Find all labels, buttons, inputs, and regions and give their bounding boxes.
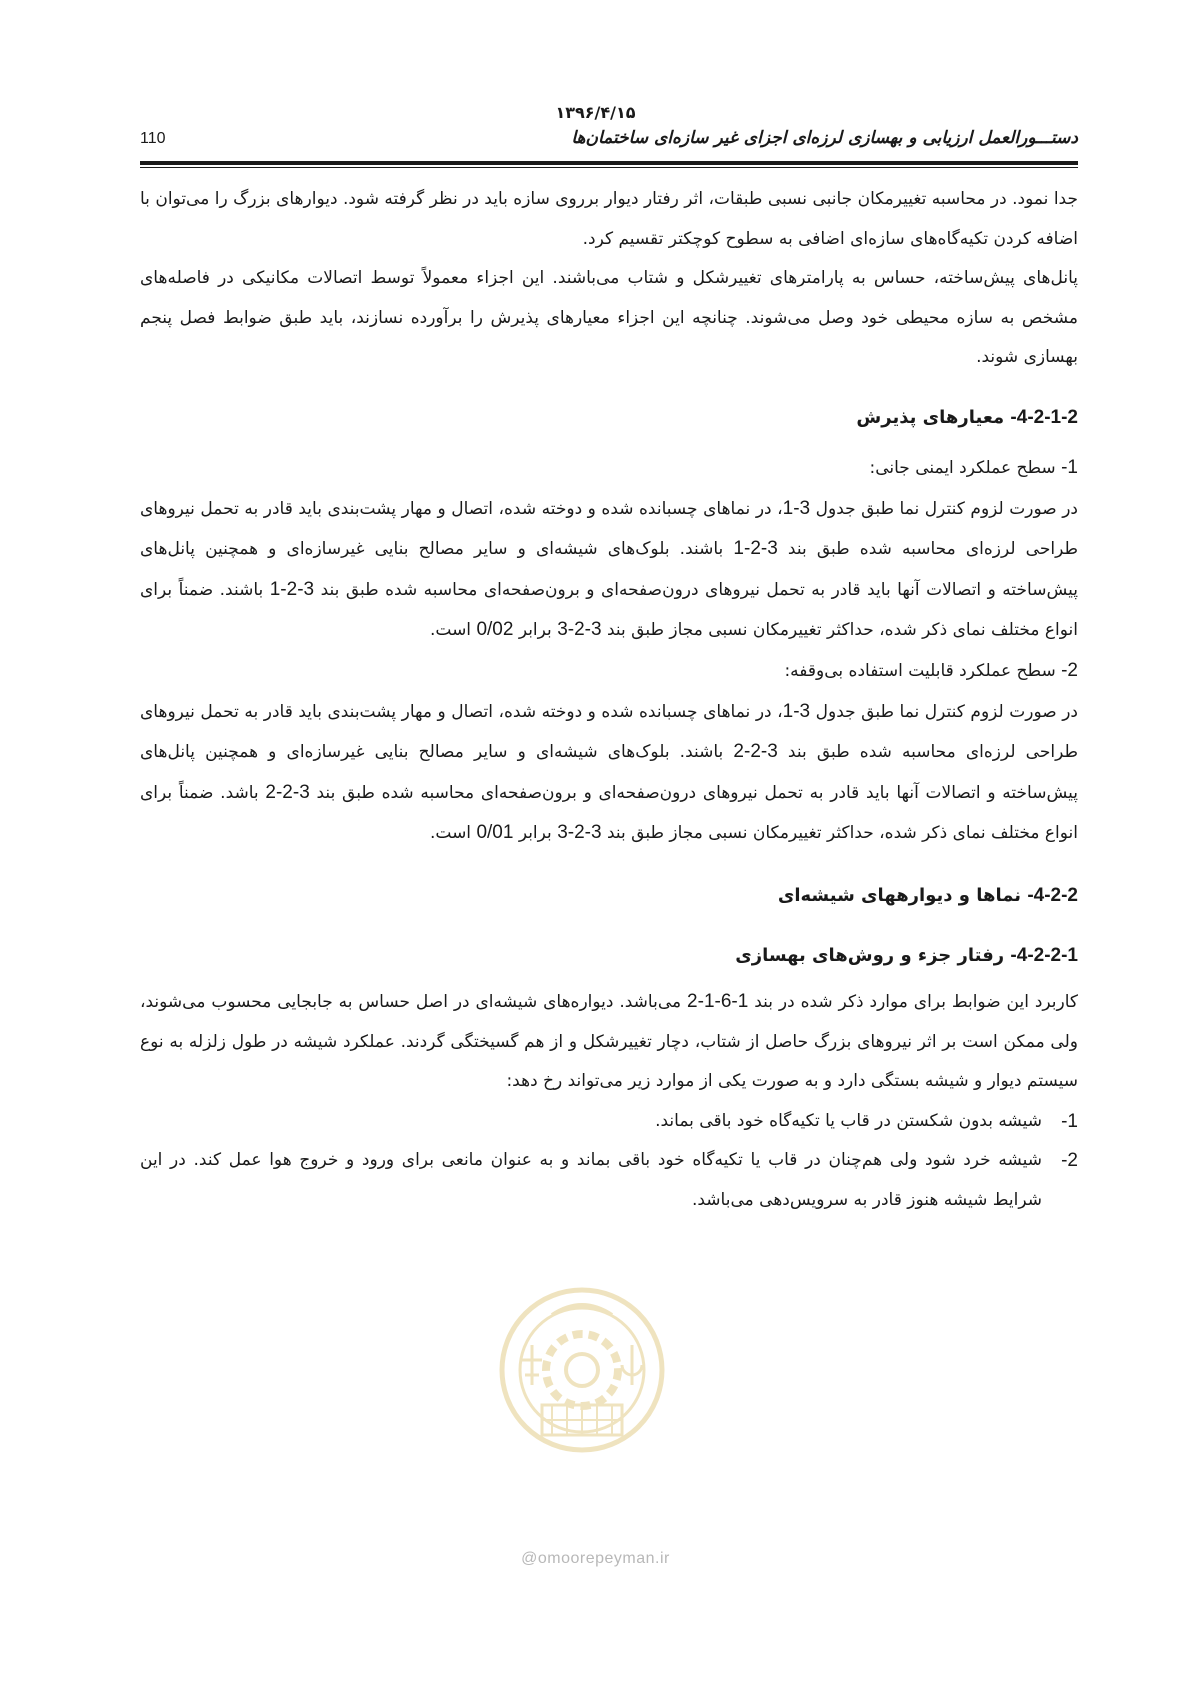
text-run: باشند. ضمناً برای انواع مختلف نمای ذکر شده، حداکثر تغییرمکان نسبی مجاز طبق بند [140, 579, 1078, 641]
paragraph-walls: جدا نمود. در محاسبه تغییرمکان جانبی نسبی طبقات، اثر رفتار دیوار برروی سازه باید در نظر گرفته شود. دیوارهای بزرگ را می‌توان با اضافه کردن تکیه‌گاه‌های سازه‌ای اضافی به سطوح کوچکتر تقسیم کرد. [140, 189, 1078, 249]
header-rule [140, 161, 1078, 165]
section-number: 4-2-2-1- [1010, 944, 1078, 966]
text-run: در صورت لزوم کنترل نما طبق جدول [810, 701, 1078, 722]
text-run: باشند. بلوک‌های شیشه‌ای و سایر مصالح بنایی غیرسازه‌ای و همچنین پانل‌های پیش‌ساخته و اتصالات آنها باید قادر به تحمل نیروهای درون‌صفحه‌ای و برون‌صفحه‌ای محاسبه شده طبق بند [140, 742, 1078, 803]
reference-number: 3-2-2 [733, 741, 778, 763]
text-run: کاربرد این ضوابط برای موارد ذکر شده در بند [748, 991, 1078, 1012]
text-run: ، در نماهای چسبانده شده و دوخته شده، اتصال و مهار پشت‌بندی باید قادر به تحمل نیروهای طراحی لرزه‌ای محاسبه شده طبق بند [140, 701, 1078, 763]
section-heading-facades [140, 862, 1078, 930]
watermark-seal-icon [497, 1285, 667, 1455]
text-run: برابر [513, 823, 558, 844]
paragraph-precast-panels: پانل‌های پیش‌ساخته، حساس به پارامترهای تغییرشکل و شتاب می‌باشند. این اجزاء معمولاً توسط اتصالات مکانیکی در فاصله‌های مشخص به سازه محیطی خود وصل می‌شوند. چنانچه این اجزاء معیارهای پذیرش را برآورده نسازند، باید طبق ضوابط فصل پنجم بهسازی شوند. [140, 268, 1078, 368]
text-run: باشند. بلوک‌های شیشه‌ای و سایر مصالح بنایی غیرسازه‌ای و همچنین پانل‌های پیش‌ساخته و اتصالات آنها باید قادر به تحمل نیروهای درون‌صفحه‌ای و برون‌صفحه‌ای محاسبه شده طبق بند [140, 539, 1078, 600]
reference-number: 3-2-2 [265, 781, 310, 803]
item-title: سطح عملکرد ایمنی جانی: [869, 457, 1062, 478]
list-marker: 2- [1061, 1150, 1078, 1172]
document-title: دستـــورالعمل ارزیابی و بهسازی لرزه‌ای اجزای غیر سازه‌ای ساختمان‌ها [571, 128, 1078, 148]
drift-value: 0/02 [476, 619, 514, 641]
section-heading-acceptance [140, 388, 1078, 448]
section-heading-behavior [140, 930, 1078, 982]
section-title: نماها و دیوارههای شیشه‌ای [777, 884, 1028, 906]
text-run: ، در نماهای چسبانده شده و دوخته شده، اتصال و مهار پشت‌بندی باید قادر به تحمل نیروهای طراحی لرزه‌ای محاسبه شده طبق بند [140, 498, 1078, 560]
paragraph-immediate-occupancy [140, 692, 1078, 854]
item-title: سطح عملکرد قابلیت استفاده بی‌وقفه: [784, 660, 1062, 681]
item-number: 1- [1061, 456, 1078, 478]
list-marker: 1- [1061, 1110, 1078, 1132]
list-item [140, 1141, 1078, 1220]
text-run: در صورت لزوم کنترل نما طبق جدول [810, 498, 1078, 519]
text-run: است. [429, 620, 477, 641]
paragraph-glass-walls [140, 982, 1078, 1102]
reference-number: 3-1 [782, 700, 811, 722]
header-rule-thin [140, 167, 1078, 168]
watermark-url: @omoorepeyman.ir [521, 1550, 670, 1567]
text-run: برابر [513, 620, 558, 641]
text-run: باشد. ضمناً برای انواع مختلف نمای ذکر شده، حداکثر تغییرمکان نسبی مجاز طبق بند [140, 782, 1078, 844]
section-title: معیارهای پذیرش [856, 406, 1011, 428]
reference-number: 3-2-3 [557, 822, 602, 844]
reference-number: 3-1 [782, 497, 811, 519]
text-run: می‌باشد. دیواره‌های شیشه‌ای در اصل حساس به جابجایی محسوب می‌شوند، ولی ممکن است بر اثر نیروهای بزرگ حاصل از شتاب، دچار تغییرشکل و از هم گسیختگی گردند. عملکرد شیشه در طول زلزله به نوع سیستم دیوار و شیشه بستگی دارد و به صورت یکی از موارد زیر می‌تواند رخ دهد: [140, 991, 1078, 1092]
drift-value: 0/01 [476, 822, 514, 844]
reference-number: 3-2-1 [269, 578, 315, 600]
page-number: 110 [140, 130, 166, 147]
reference-number: 1-6-1-2 [687, 990, 749, 1012]
list-item-text: شیشه خرد شود ولی هم‌چنان در قاب یا تکیه‌گاه خود باقی بماند و به عنوان مانعی برای ورود و خروج هوا عمل کند. در این شرایط شیشه هنوز قادر به سرویس‌دهی می‌باشد. [140, 1150, 1042, 1210]
reference-number: 3-2-1 [733, 538, 778, 560]
item-immediate-occupancy-title [140, 651, 1078, 692]
page-header [140, 128, 1078, 158]
paragraph-life-safety [140, 489, 1078, 651]
body-content [140, 180, 1078, 1220]
item-life-safety-title [140, 448, 1078, 489]
reference-number: 3-2-3 [557, 619, 602, 641]
header-date: ۱۳۹۶/۴/۱۵ [555, 103, 636, 122]
section-title: رفتار جزء و روش‌های بهسازی [735, 944, 1011, 966]
section-number: 4-2-2- [1027, 884, 1078, 906]
section-number: 4-2-1-2- [1010, 406, 1078, 428]
list-item-text: شیشه بدون شکستن در قاب یا تکیه‌گاه خود باقی بماند. [655, 1110, 1042, 1131]
text-run: است. [429, 823, 477, 844]
list-item [140, 1102, 1078, 1142]
item-number: 2- [1061, 659, 1078, 681]
